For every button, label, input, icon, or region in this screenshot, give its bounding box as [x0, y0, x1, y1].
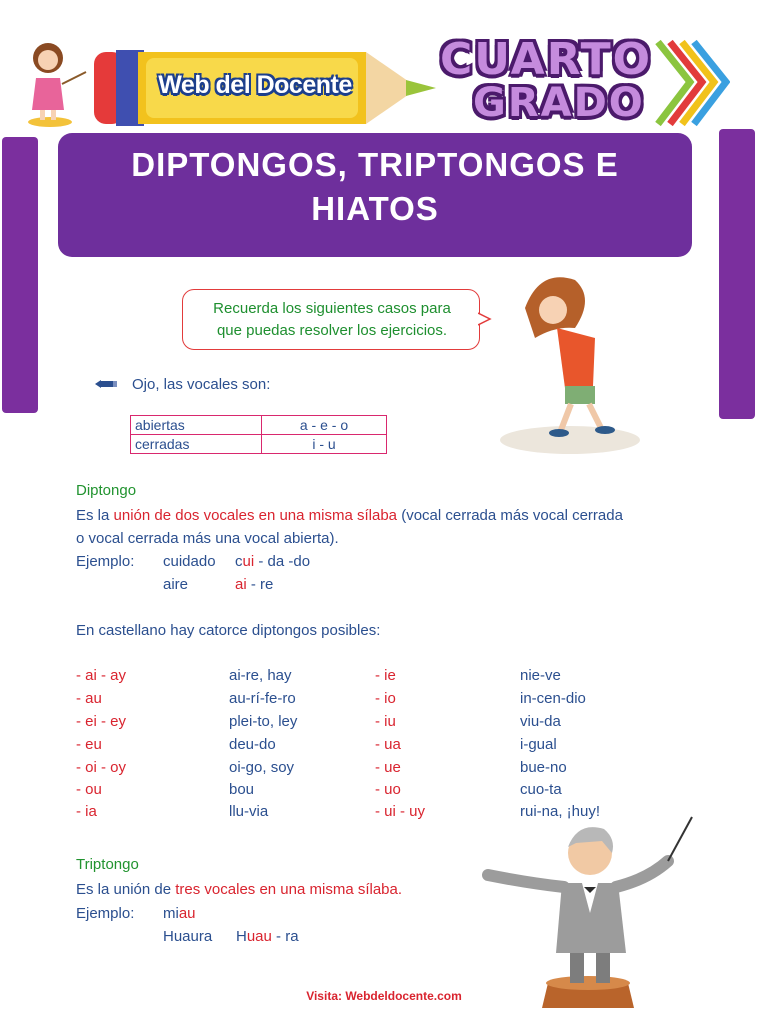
title-line-1: DIPTONGOS, TRIPTONGOS E: [131, 146, 619, 183]
syllable-part: - da -do: [254, 553, 311, 570]
diptongo-example: plei-to, ley: [229, 713, 298, 730]
diptongo-item: - au: [76, 690, 102, 707]
syllable-highlight: uau: [246, 928, 272, 945]
footer-link[interactable]: Visita: Webdeldocente.com: [306, 989, 462, 1003]
diptongo-example: ai-re, hay: [229, 667, 292, 684]
syllable-highlight: ui: [242, 553, 255, 570]
syllable-part: H: [236, 928, 247, 945]
vowel-type: abiertas: [131, 416, 262, 435]
diptongo-heading: Diptongo: [76, 482, 137, 499]
def-text: Es la unión de: [76, 881, 176, 898]
def-text: Es la: [76, 507, 114, 524]
thinking-girl-illustration: [495, 268, 645, 458]
diptongo-example: viu-da: [520, 713, 561, 730]
def-text: (vocal cerrada más vocal cerrada: [397, 507, 623, 524]
diptongo-definition-line-2: o vocal cerrada más una vocal abierta).: [76, 530, 339, 547]
diptongo-item: - ue: [375, 759, 401, 776]
diptongo-item: - ua: [375, 736, 401, 753]
speech-bubble-text: [182, 298, 482, 342]
diptongo-item: - oi - oy: [76, 759, 127, 776]
diptongo-item: - ei - ey: [76, 713, 127, 730]
bubble-line-1: Recuerda los siguientes casos para: [213, 300, 451, 317]
example-word: aire: [163, 576, 189, 593]
diptongo-example: au-rí-fe-ro: [229, 690, 296, 707]
syllable-part: - ra: [271, 928, 299, 945]
grade-line-2: GRADO: [473, 80, 645, 126]
triptongo-definition: [76, 881, 402, 898]
title-line-2: HIATOS: [311, 190, 439, 227]
syllable-highlight: au: [178, 905, 196, 922]
bubble-line-2: que puedas resolver los ejercicios.: [216, 322, 448, 339]
def-highlight: tres vocales en una misma sílaba.: [175, 881, 403, 898]
diptongo-item: - io: [375, 690, 396, 707]
syllable-part: mi: [163, 905, 179, 922]
syllable-part: c: [235, 553, 243, 570]
diptongo-example: i-gual: [520, 736, 557, 753]
syllable-part: - re: [246, 576, 274, 593]
table-row: [131, 435, 387, 454]
diptongo-example: bue-no: [520, 759, 567, 776]
vowels-table: [130, 415, 387, 454]
def-highlight: unión de dos vocales en una misma sílaba: [113, 507, 398, 524]
example-syllables: [235, 553, 310, 570]
diptongo-example: rui-na, ¡huy!: [520, 803, 601, 820]
left-decorative-bar: [2, 137, 38, 413]
diptongo-example: cuo-ta: [520, 781, 562, 798]
example-label: Ejemplo:: [76, 553, 135, 570]
diptongo-example: llu-via: [229, 803, 269, 820]
diptongo-item: - ia: [76, 803, 97, 820]
vowels-note: Ojo, las vocales son:: [132, 376, 271, 393]
grade-line-1: CUARTO: [440, 34, 653, 85]
diptongo-item: - ui - uy: [375, 803, 426, 820]
diptongo-item: - iu: [375, 713, 396, 730]
diptongo-item: - ou: [76, 781, 102, 798]
example-word: cuidado: [163, 553, 216, 570]
diptongo-example: oi-go, soy: [229, 759, 295, 776]
triptongo-heading: Triptongo: [76, 856, 139, 873]
example-syllables: [236, 928, 299, 945]
diptongos-intro: En castellano hay catorce diptongos posibles:: [76, 622, 381, 639]
example-syllables: [235, 576, 273, 593]
right-decorative-bar: [719, 129, 755, 419]
diptongo-example: nie-ve: [520, 667, 561, 684]
diptongo-definition-line-1: [76, 507, 623, 524]
diptongo-example: bou: [229, 781, 255, 798]
diptongo-item: - ai - ay: [76, 667, 127, 684]
diptongo-item: - eu: [76, 736, 102, 753]
vowel-letters: i - u: [262, 435, 387, 454]
conductor-illustration: [478, 813, 693, 1008]
example-label: Ejemplo:: [76, 905, 135, 922]
pencil-bullet-icon: [95, 378, 117, 390]
example-word: Huaura: [163, 928, 213, 945]
diptongo-example: in-cen-dio: [520, 690, 586, 707]
vowel-type: cerradas: [131, 435, 262, 454]
diptongo-item: - ie: [375, 667, 396, 684]
diptongo-example: deu-do: [229, 736, 276, 753]
teacher-illustration: [20, 38, 90, 128]
page-title: [58, 133, 692, 257]
example-syllables: [163, 905, 196, 922]
diptongo-item: - uo: [375, 781, 401, 798]
brand-logo-text: Web del Docente: [158, 71, 352, 99]
vowel-letters: a - e - o: [262, 416, 387, 435]
table-row: [131, 416, 387, 435]
syllable-highlight: ai: [235, 576, 247, 593]
